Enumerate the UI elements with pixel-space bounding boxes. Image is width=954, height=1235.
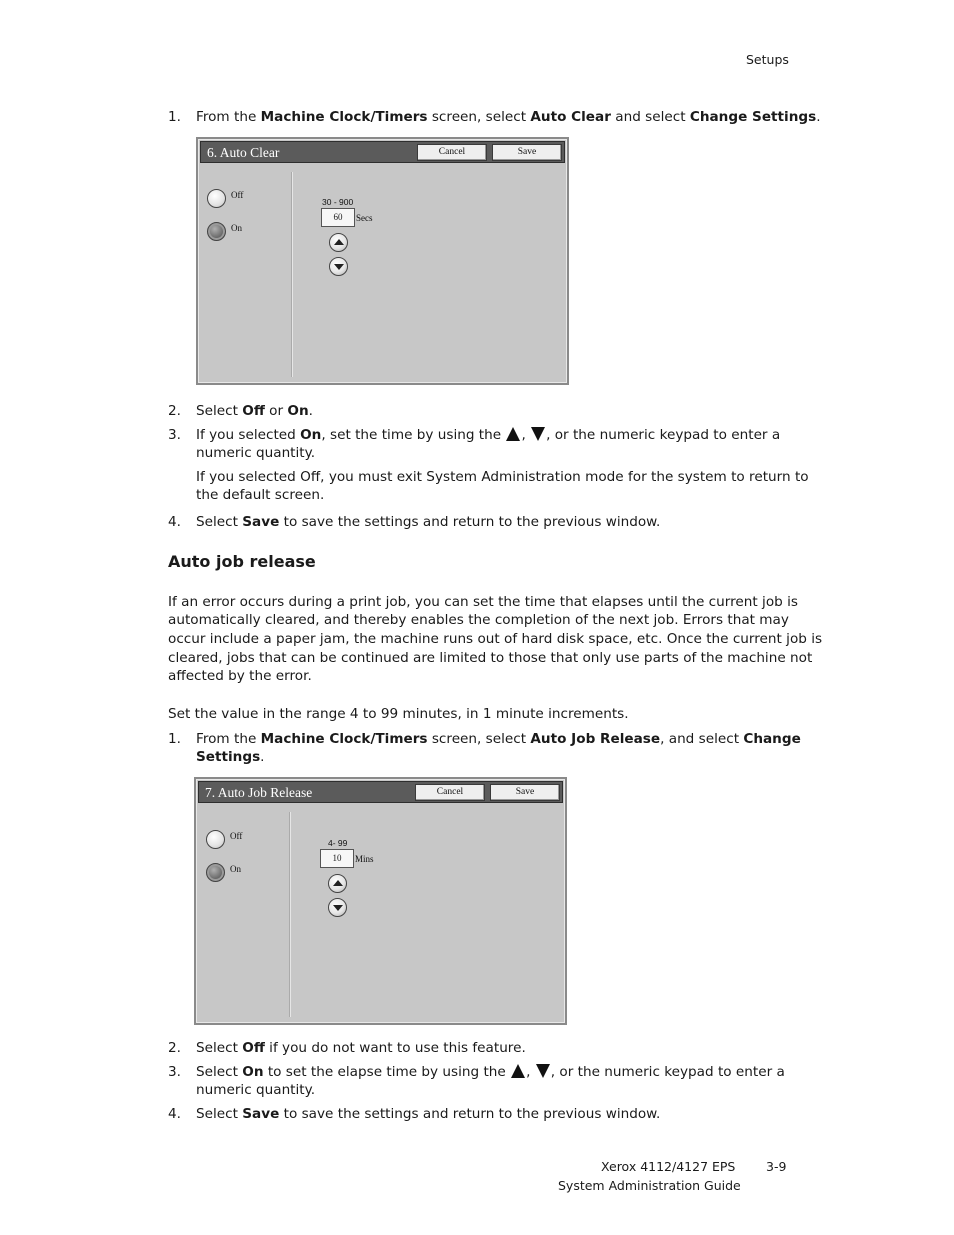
step-number: 4. <box>168 514 181 530</box>
step-number: 2. <box>168 1040 181 1056</box>
auto-clear-screenshot <box>196 137 569 385</box>
down-arrow-icon <box>531 427 545 441</box>
title-bar <box>200 141 565 163</box>
on-label: On <box>230 864 241 874</box>
step-1-text-cont: Settings. <box>196 749 265 765</box>
value-field[interactable]: 10 <box>320 849 354 868</box>
off-label: Off <box>230 831 243 841</box>
footer-guide-title: System Administration Guide <box>558 1178 741 1193</box>
unit-label: Mins <box>355 854 374 864</box>
off-label: Off <box>231 190 244 200</box>
step-number: 3. <box>168 1064 181 1080</box>
up-arrow-icon <box>506 427 520 441</box>
section-heading: Auto job release <box>168 552 316 571</box>
on-radio[interactable] <box>206 863 225 882</box>
paragraph-line: occur include a paper jam, the machine runs out of hard disk space, etc. Once the current job is <box>168 631 823 647</box>
step-1-text: From the Machine Clock/Timers screen, select Auto Clear and select Change Settings. <box>196 109 821 125</box>
paragraph-line: cleared, jobs that can be continued are limited to those that only use parts of the machine not <box>168 650 813 666</box>
off-radio[interactable] <box>207 189 226 208</box>
down-arrow-icon <box>536 1064 550 1078</box>
down-arrow-icon <box>334 264 344 270</box>
footer-product: Xerox 4112/4127 EPS <box>601 1159 736 1174</box>
footer-page-number: 3-9 <box>766 1159 787 1174</box>
range-label: 4- 99 <box>328 838 348 848</box>
step-4-text: Select Save to save the settings and return to the previous window. <box>196 1106 661 1122</box>
step-3-text-cont: numeric quantity. <box>196 1082 316 1098</box>
range-paragraph: Set the value in the range 4 to 99 minutes, in 1 minute increments. <box>168 706 629 722</box>
decrement-button[interactable] <box>328 898 347 917</box>
auto-job-release-screenshot <box>194 777 567 1025</box>
running-header: Setups <box>746 52 789 67</box>
step-1-text: From the Machine Clock/Timers screen, select Auto Job Release, and select Change <box>196 731 801 747</box>
divider <box>289 812 290 1017</box>
step-2-text: Select Off if you do not want to use this feature. <box>196 1040 526 1056</box>
step-3-text: If you selected On, set the time by using the , , or the numeric keypad to enter a <box>196 427 781 443</box>
down-arrow-icon <box>333 905 343 911</box>
paragraph-line: affected by the error. <box>168 668 312 684</box>
cancel-button[interactable]: Cancel <box>417 144 487 161</box>
step-number: 1. <box>168 731 181 747</box>
on-radio[interactable] <box>207 222 226 241</box>
step-2-text: Select Off or On. <box>196 403 313 419</box>
up-arrow-icon <box>511 1064 525 1078</box>
step-3-note: If you selected Off, you must exit System Administration mode for the system to return to <box>196 469 809 485</box>
step-3-note-cont: the default screen. <box>196 487 325 503</box>
up-arrow-icon <box>334 239 344 245</box>
up-arrow-icon <box>333 880 343 886</box>
on-label: On <box>231 223 242 233</box>
step-number: 4. <box>168 1106 181 1122</box>
step-number: 3. <box>168 427 181 443</box>
screen-title: 7. Auto Job Release <box>205 785 313 800</box>
step-3-text-cont: numeric quantity. <box>196 445 316 461</box>
divider <box>291 172 292 377</box>
decrement-button[interactable] <box>329 257 348 276</box>
increment-button[interactable] <box>328 874 347 893</box>
off-radio[interactable] <box>206 830 225 849</box>
cancel-button[interactable]: Cancel <box>415 784 485 801</box>
paragraph-line: If an error occurs during a print job, you can set the time that elapses until the current job is <box>168 594 798 610</box>
increment-button[interactable] <box>329 233 348 252</box>
step-number: 1. <box>168 109 181 125</box>
step-4-text: Select Save to save the settings and return to the previous window. <box>196 514 661 530</box>
screen-title: 6. Auto Clear <box>207 145 280 160</box>
unit-label: Secs <box>356 213 373 223</box>
step-3-text: Select On to set the elapse time by using the , , or the numeric keypad to enter a <box>196 1064 785 1080</box>
value-field[interactable]: 60 <box>321 208 355 227</box>
step-number: 2. <box>168 403 181 419</box>
save-button[interactable]: Save <box>490 784 560 801</box>
paragraph-line: automatically cleared, and thereby enables the completion of the next job. Errors that may <box>168 612 789 628</box>
title-bar <box>198 781 563 803</box>
range-label: 30 - 900 <box>322 197 354 207</box>
save-button[interactable]: Save <box>492 144 562 161</box>
